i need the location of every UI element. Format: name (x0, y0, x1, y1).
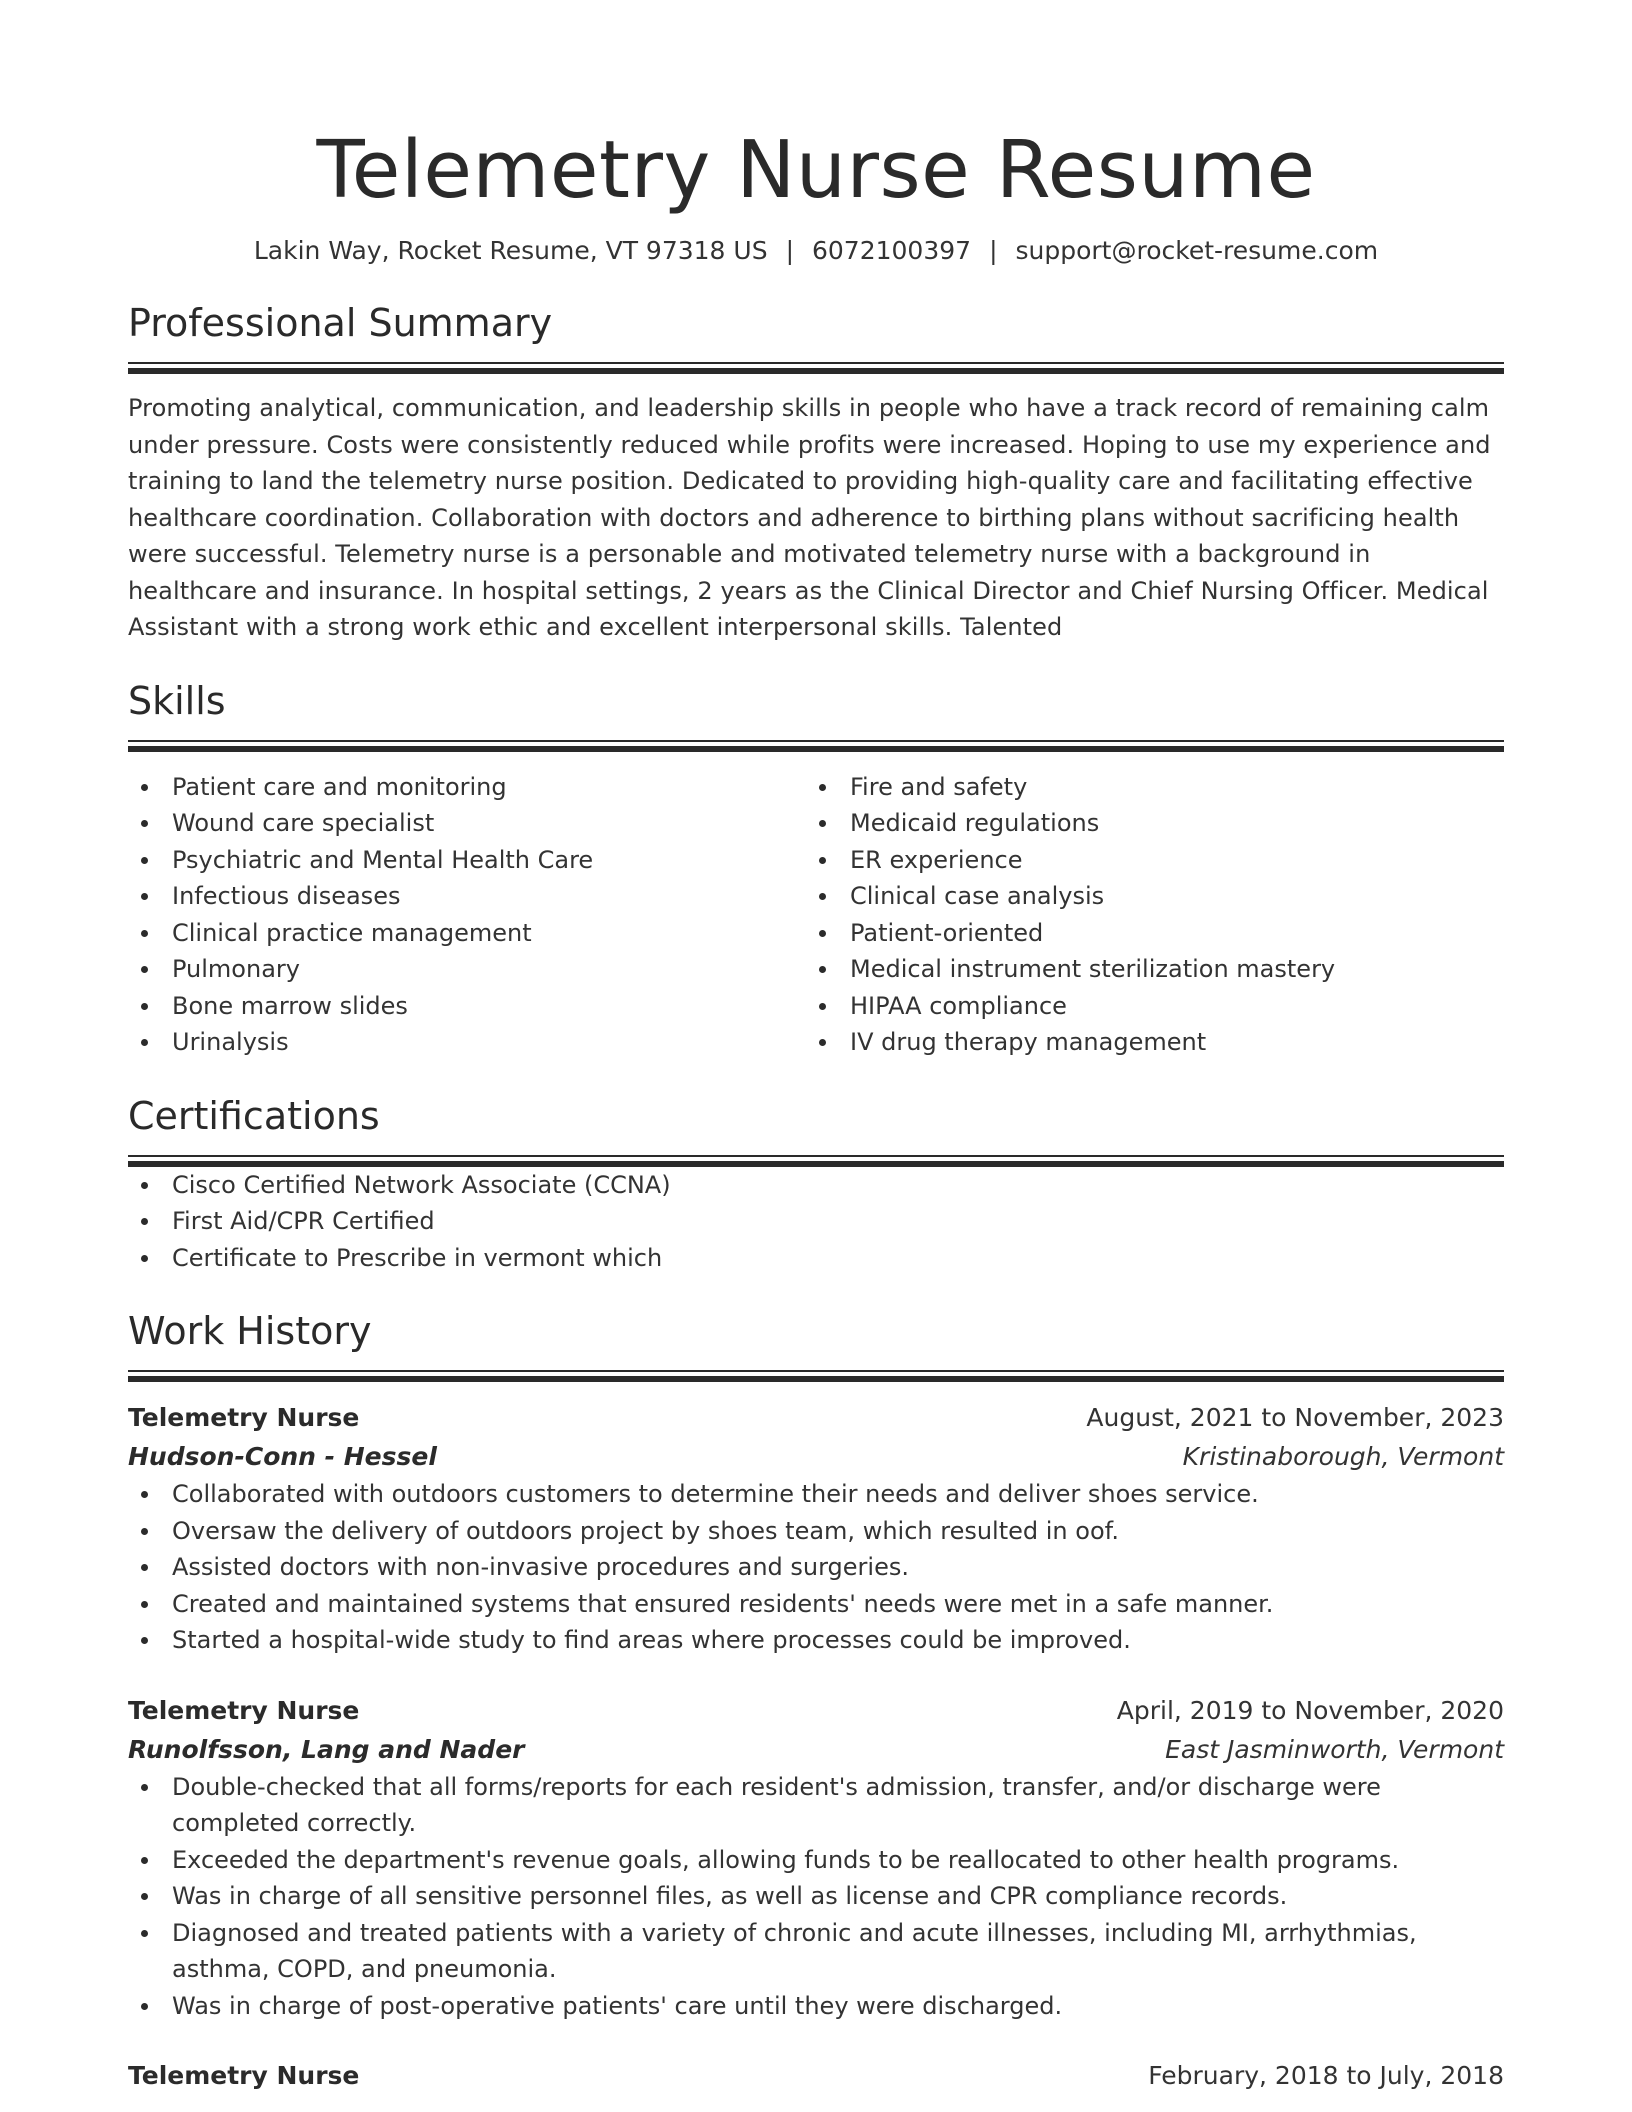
job-header-row (128, 1398, 1504, 1437)
skill-item: Wound care specialist (128, 805, 806, 842)
job-entry (128, 2056, 1504, 2095)
section-divider (128, 1370, 1504, 1382)
contact-phone: 6072100397 (812, 236, 972, 265)
job-company: Hudson-Conn - Hessel (128, 1442, 437, 1471)
certification-item: Certificate to Prescribe in vermont which (128, 1240, 1504, 1277)
skill-item: Patient-oriented (806, 915, 1484, 952)
contact-email: support@rocket-resume.com (1015, 236, 1379, 265)
job-duty-item: Double-checked that all forms/reports for each resident's admission, transfer, and/or discharge were completed correctly. (128, 1769, 1504, 1842)
job-dates: February, 2018 to July, 2018 (1148, 2061, 1504, 2090)
contact-address: Lakin Way, Rocket Resume, VT 97318 US (253, 236, 768, 265)
certifications-section (128, 1091, 1504, 1277)
skill-item: Pulmonary (128, 951, 806, 988)
certification-item: First Aid/CPR Certified (128, 1203, 1504, 1240)
skills-list-left (128, 769, 806, 1061)
skill-item: Medicaid regulations (806, 805, 1484, 842)
job-duty-item: Assisted doctors with non-invasive procedures and surgeries. (128, 1549, 1504, 1586)
job-duty-item: Diagnosed and treated patients with a variety of chronic and acute illnesses, including MI, arrhythmias, asthma, COPD, and pneumonia. (128, 1915, 1504, 1988)
job-duties-list (128, 1769, 1504, 2025)
skills-grid (128, 769, 1504, 1061)
job-entry (128, 1691, 1504, 2025)
skills-section (128, 676, 1504, 1061)
job-duty-item: Was in charge of post-operative patients' care until they were discharged. (128, 1988, 1504, 2025)
skill-item: Patient care and monitoring (128, 769, 806, 806)
section-heading-work-history: Work History (128, 1309, 372, 1353)
job-duty-item: Collaborated with outdoors customers to determine their needs and deliver shoes service. (128, 1476, 1504, 1513)
skill-item: Clinical case analysis (806, 878, 1484, 915)
skill-item: Infectious diseases (128, 878, 806, 915)
job-duty-item: Created and maintained systems that ensured residents' needs were met in a safe manner. (128, 1586, 1504, 1623)
contact-line (128, 234, 1504, 268)
skills-list-right (806, 769, 1484, 1061)
skill-item: Urinalysis (128, 1024, 806, 1061)
resume-title: Telemetry Nurse Resume (316, 124, 1316, 216)
job-duty-item: Was in charge of all sensitive personnel files, as well as license and CPR compliance records. (128, 1878, 1504, 1915)
job-duty-item: Oversaw the delivery of outdoors project by shoes team, which resulted in oof. (128, 1513, 1504, 1550)
job-title: Telemetry Nurse (128, 1695, 360, 1725)
skill-item: HIPAA compliance (806, 988, 1484, 1025)
job-entry (128, 1398, 1504, 1659)
certification-item: Cisco Certified Network Associate (CCNA) (128, 1167, 1504, 1204)
job-duty-item: Exceeded the department's revenue goals, allowing funds to be reallocated to other health programs. (128, 1842, 1504, 1879)
job-title: Telemetry Nurse (128, 1403, 360, 1432)
skill-item: Medical instrument sterilization mastery (806, 951, 1484, 988)
summary-text: Promoting analytical, communication, and leadership skills in people who have a track record of remaining calm under pressure. Costs were consistently reduced while profits were increased. Hoping to use my experience and training to land the telemetry nurse position. Dedicated to providing high-quality care and facilitating effective healthcare coordination. Collaboration with doctors and adherence to birthing plans without sacrificing health were successful. Telemetry nurse is a personable and motivated telemetry nurse with a background in healthcare and insurance. In hospital settings, 2 years as the Clinical Director and Chief Nursing Officer. Medical Assistant with a strong work ethic and excellent interpersonal skills. Talented (128, 394, 1491, 641)
job-employer-row (128, 1730, 1504, 1769)
resume-page (128, 0, 1504, 2095)
section-divider (128, 740, 1504, 752)
skill-item: Bone marrow slides (128, 988, 806, 1025)
skill-item: ER experience (806, 842, 1484, 879)
job-dates: April, 2019 to November, 2020 (1116, 1695, 1504, 1725)
summary-section (128, 298, 1504, 646)
job-dates: August, 2021 to November, 2023 (1086, 1403, 1504, 1432)
contact-separator: | (989, 236, 998, 265)
skill-item: Fire and safety (806, 769, 1484, 806)
contact-separator: | (785, 236, 794, 265)
job-header-row (128, 1691, 1504, 1730)
skill-item: Clinical practice management (128, 915, 806, 952)
section-divider (128, 1155, 1504, 1167)
section-heading-skills: Skills (128, 678, 226, 723)
job-duty-item: Started a hospital-wide study to find areas where processes could be improved. (128, 1622, 1504, 1659)
job-location: East Jasminworth, Vermont (1165, 1734, 1504, 1764)
job-employer-row (128, 1437, 1504, 1476)
job-company: Runolfsson, Lang and Nader (128, 1734, 525, 1764)
work-history-section (128, 1306, 1504, 2095)
skill-item: Psychiatric and Mental Health Care (128, 842, 806, 879)
section-heading-certifications: Certifications (128, 1093, 380, 1138)
job-duties-list (128, 1476, 1504, 1659)
job-title: Telemetry Nurse (128, 2061, 360, 2090)
section-heading-summary: Professional Summary (128, 301, 553, 345)
job-location: Kristinaborough, Vermont (1182, 1442, 1504, 1471)
certifications-list (128, 1167, 1504, 1277)
section-divider (128, 362, 1504, 374)
job-header-row (128, 2056, 1504, 2095)
skill-item: IV drug therapy management (806, 1024, 1484, 1061)
